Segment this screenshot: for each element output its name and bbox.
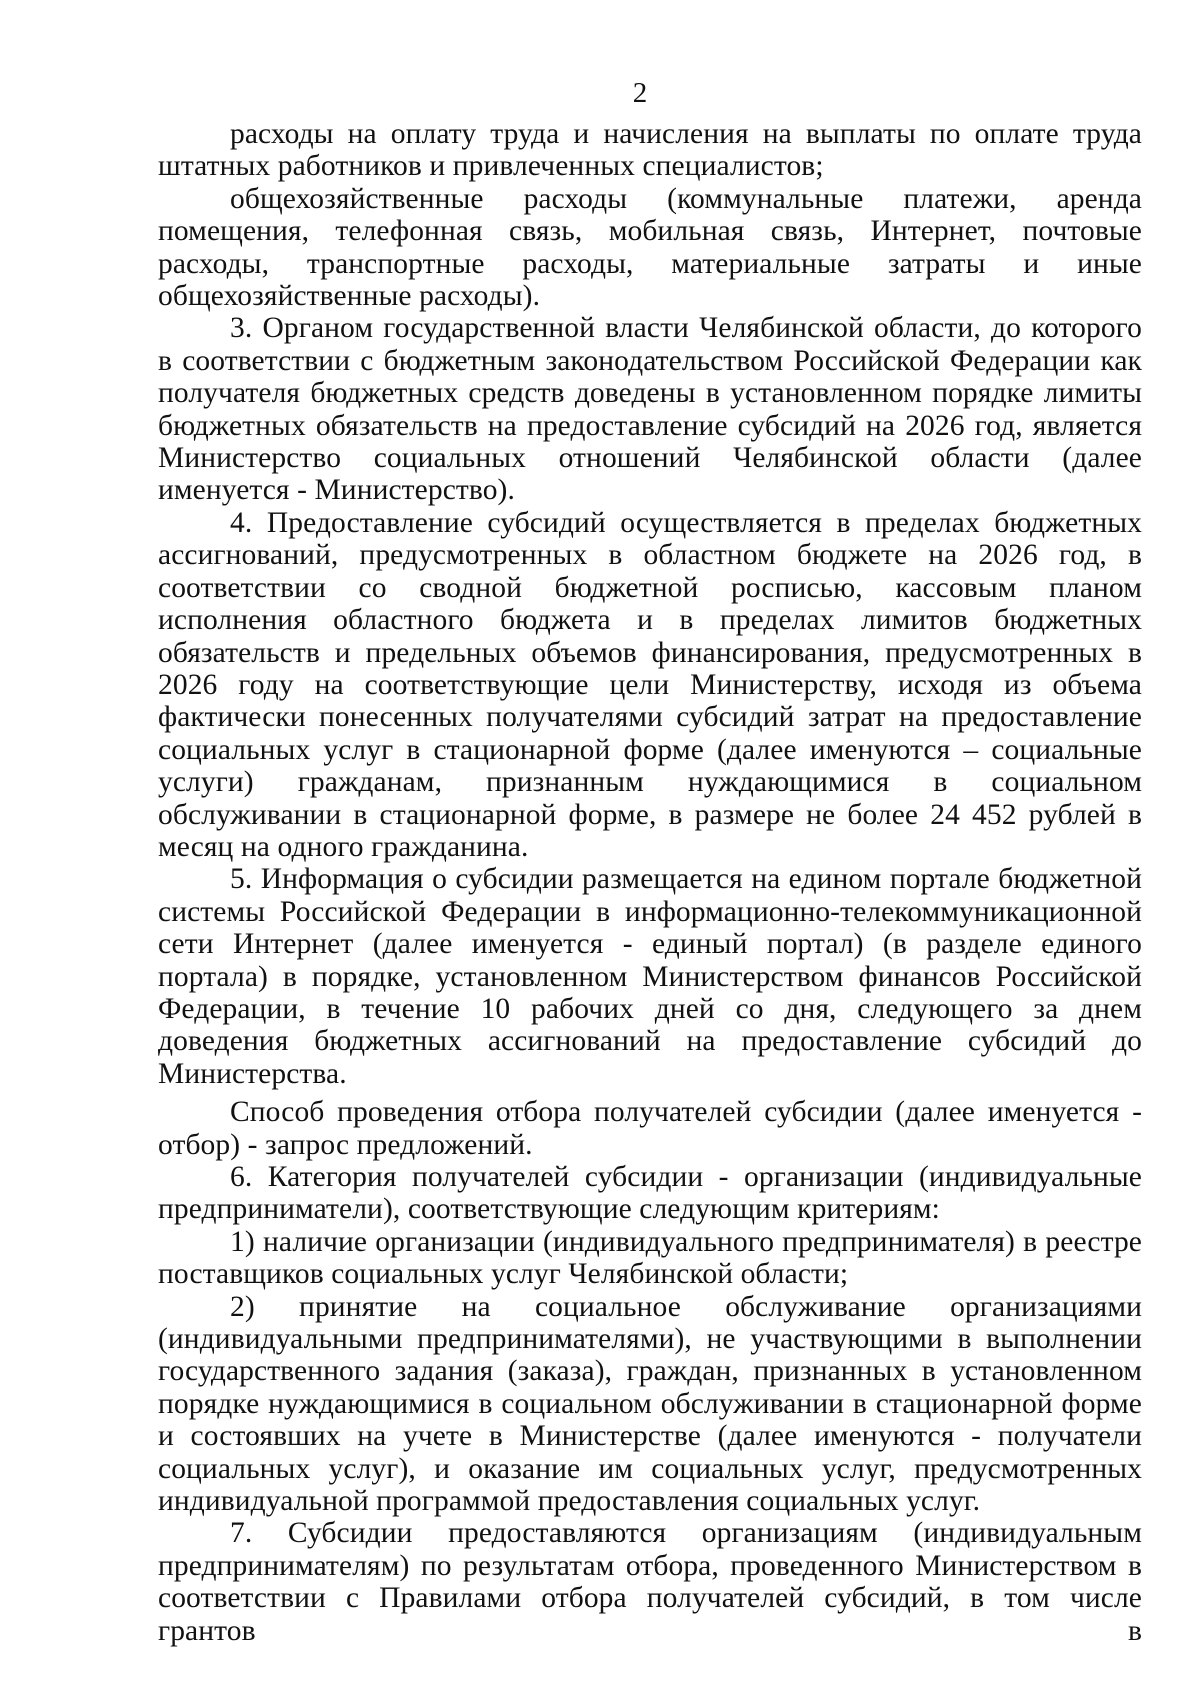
document-body — [158, 118, 1142, 1647]
paragraph-criterion-1: 1) наличие организации (индивидуального предпринимателя) в реестре поставщиков социальных услуг Челябинской области; — [158, 1225, 1142, 1291]
paragraph-clause-5: 5. Информация о субсидии размещается на едином портале бюджетной системы Российской Федерации в информационно-телекоммуникационной сети Интернет (далее именуется - единый портал) (в разделе единого портала) в порядке, установленном Министерством финансов Российской Федерации, в течение 10 рабочих дней со дня, следующего за днем доведения бюджетных ассигнований на предоставление субсидий до Министерства. — [158, 863, 1142, 1090]
paragraph-clause-7: 7. Субсидии предоставляются организациям (индивидуальным предпринимателям) по результатам отбора, проведенного Министерством в соответствии с Правилами отбора получателей субсидий, в том числе грантов в — [158, 1517, 1142, 1647]
paragraph-selection-method: Способ проведения отбора получателей субсидии (далее именуется - отбор) - запрос предложений. — [158, 1096, 1142, 1161]
paragraph-clause-6: 6. Категория получателей субсидии - организации (индивидуальные предприниматели), соответствующие следующим критериям: — [158, 1161, 1142, 1226]
paragraph-general-expenses: общехозяйственные расходы (коммунальные платежи, аренда помещения, телефонная связь, мобильная связь, Интернет, почтовые расходы, транспортные расходы, материальные затраты и иные общехозяйственные расходы). — [158, 182, 1142, 313]
paragraph-labor-costs: расходы на оплату труда и начисления на выплаты по оплате труда штатных работников и привлеченных специалистов; — [158, 118, 1142, 183]
paragraph-criterion-2: 2) принятие на социальное обслуживание организациями (индивидуальными предпринимателями), не участвующими в выполнении государственного задания (заказа), граждан, признанных в установленном порядке нуждающимися в социальном обслуживании в стационарной форме и состоявших на учете в Министерстве (далее именуются - получатели социальных услуг), и оказание им социальных услуг, предусмотренных индивидуальной программой предоставления социальных услуг. — [158, 1290, 1142, 1518]
paragraph-clause-4: 4. Предоставление субсидий осуществляется в пределах бюджетных ассигнований, предусмотренных в областном бюджете на 2026 год, в соответствии со сводной бюджетной росписью, кассовым планом исполнения областного бюджета и в пределах лимитов бюджетных обязательств и предельных объемов финансирования, предусмотренных в 2026 году на соответствующие цели Министерству, исходя из объема фактически понесенных получателями субсидий затрат на предоставление социальных услуг в стационарной форме (далее именуются – социальные услуги) гражданам, признанным нуждающимися в социальном обслуживании в стационарной форме, в размере не более 24 452 рублей в месяц на одного гражданина. — [158, 506, 1142, 863]
page-number: 2 — [632, 77, 648, 109]
paragraph-clause-3: 3. Органом государственной власти Челябинской области, до которого в соответствии с бюджетным законодательством Российской Федерации как получателя бюджетных средств доведены в установленном порядке лимиты бюджетных обязательств на предоставление субсидий на 2026 год, является Министерство социальных отношений Челябинской области (далее именуется - Министерство). — [158, 312, 1142, 507]
